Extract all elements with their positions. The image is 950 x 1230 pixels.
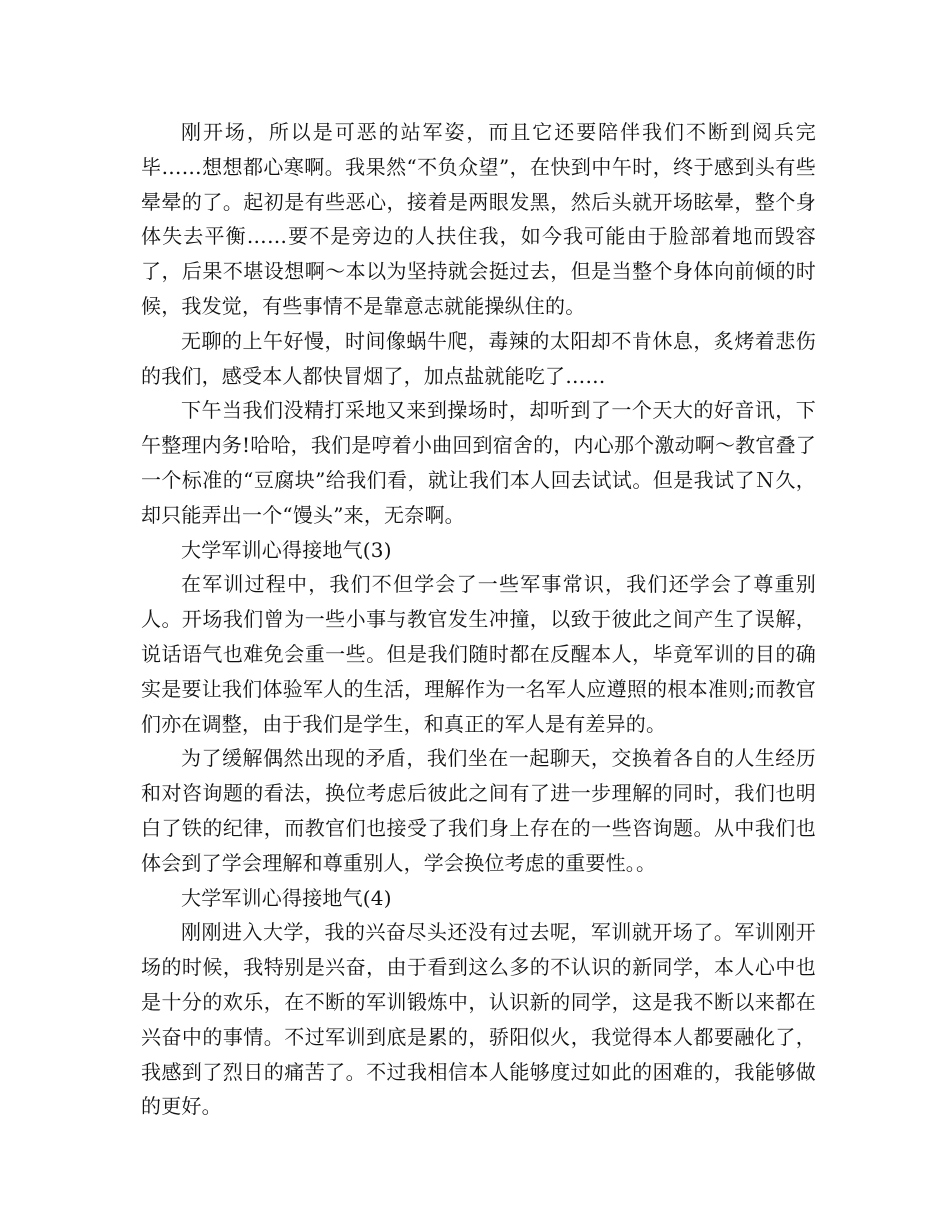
paragraph-6: 刚刚进入大学，我的兴奋尽头还没有过去呢，军训就开场了。军训刚开场的时候，我特别是兴奋，由于看到这么多的不认识的新同学，本人心中也是十分的欢乐，在不断的军训锻炼中，认识新的同学，这是我不断以来都在兴奋中的事情。不过军训到底是累的，骄阳似火，我觉得本人都要融化了，我感到了烈日的痛苦了。不过我相信本人能够度过如此的困难的，我能够做的更好。	[141, 920, 816, 1119]
document-body	[141, 115, 816, 1124]
paragraph-5: 为了缓解偶然出现的矛盾，我们坐在一起聊天，交换着各自的人生经历和对咨询题的看法，换位考虑后彼此之间有了进一步理解的同时，我们也明白了铁的纪律，而教官们也接受了我们身上存在的一些咨询题。从中我们也体会到了学会理解和尊重别人，学会换位考虑的重要性。。	[141, 746, 816, 875]
paragraph-3: 下午当我们没精打采地又来到操场时，却听到了一个天大的好音讯，下午整理内务!哈哈，我们是哼着小曲回到宿舍的，内心那个激动啊～教官叠了一个标准的“豆腐块”给我们看，就让我们本人回去试试。但是我试了Ｎ久，却只能弄出一个“馒头”来，无奈啊。	[141, 398, 816, 527]
paragraph-1: 刚开场，所以是可恶的站军姿，而且它还要陪伴我们不断到阅兵完毕……想想都心寒啊。我果然“不负众望”，在快到中午时，终于感到头有些晕晕的了。起初是有些恶心，接着是两眼发黑，然后头就开场眩晕，整个身体失去平衡……要不是旁边的人扶住我，如今我可能由于脸部着地而毁容了，后果不堪设想啊～本以为坚持就会挺过去，但是当整个身体向前倾的时候，我发觉，有些事情不是靠意志就能操纵住的。	[141, 120, 816, 318]
paragraph-4: 在军训过程中，我们不但学会了一些军事常识，我们还学会了尊重别人。开场我们曾为一些小事与教官发生冲撞，以致于彼此之间产生了误解，说话语气也难免会重一些。但是我们随时都在反醒本人，毕竟军训的目的确实是要让我们体验军人的生活，理解作为一名军人应遵照的根本准则;而教官们亦在调整，由于我们是学生，和真正的军人是有差异的。	[141, 572, 816, 736]
section-heading-4: 大学军训心得接地气(4)	[181, 885, 392, 910]
section-heading-3: 大学军训心得接地气(3)	[181, 537, 392, 562]
paragraph-2: 无聊的上午好慢，时间像蜗牛爬，毒辣的太阳却不肯休息，炙烤着悲伤的我们，感受本人都快冒烟了，加点盐就能吃了……	[141, 328, 816, 388]
